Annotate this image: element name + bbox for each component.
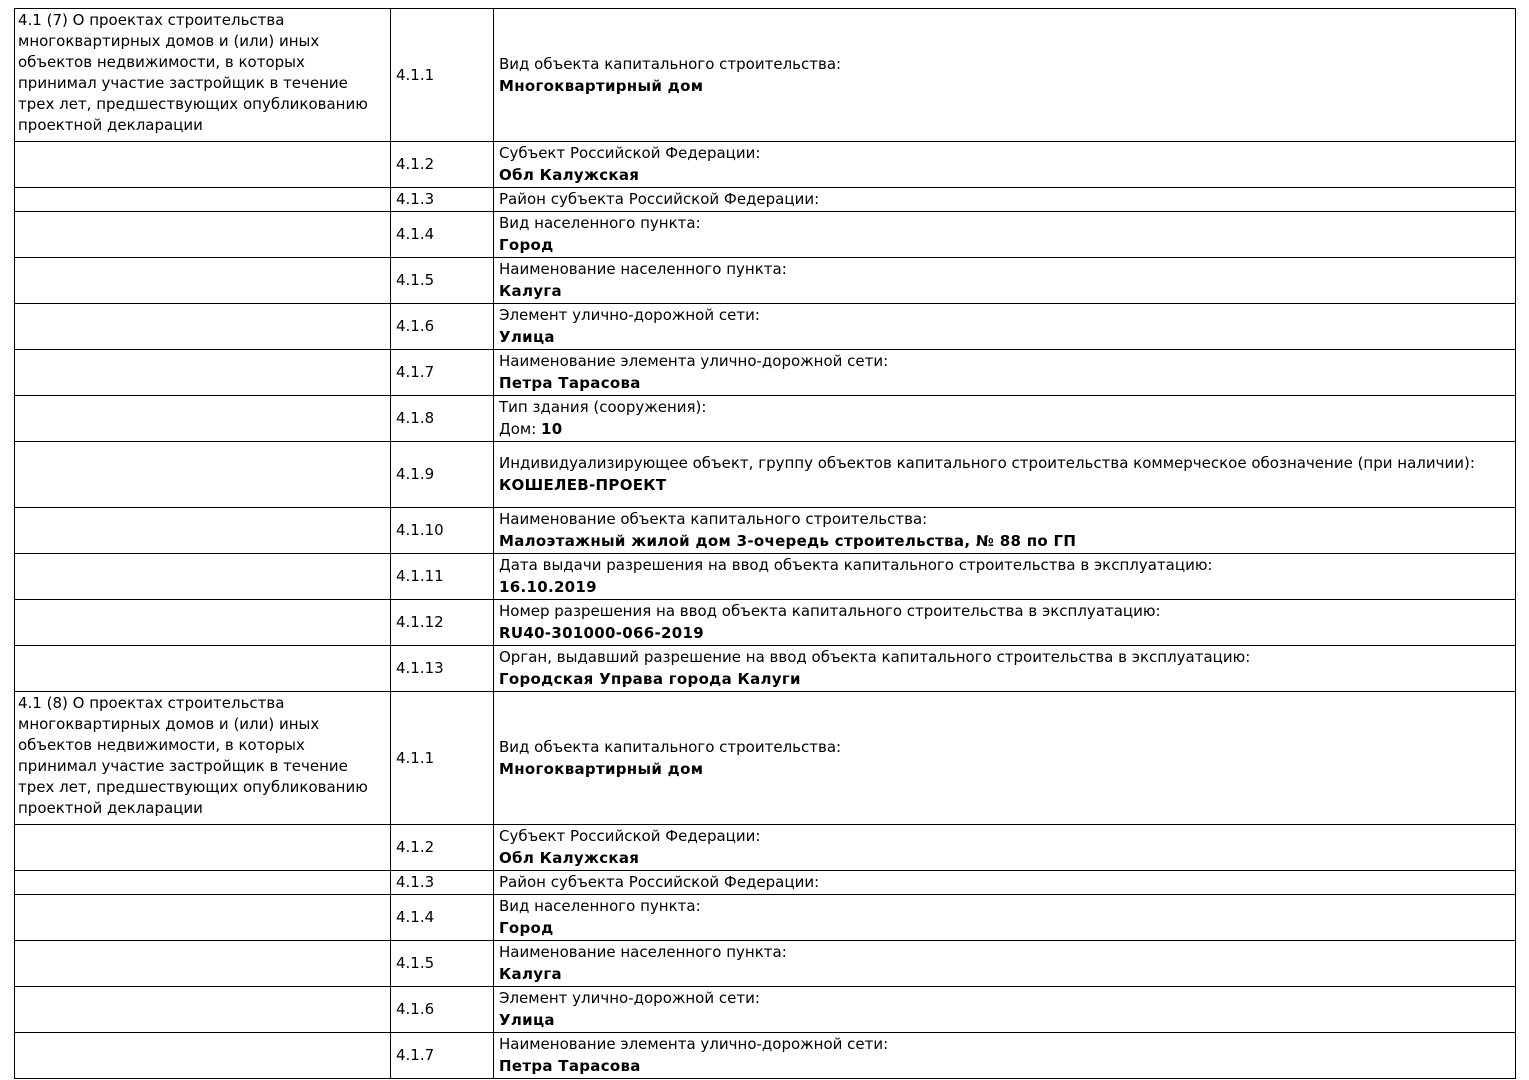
item-number: 4.1.3	[391, 188, 494, 212]
section-description-empty	[15, 258, 391, 304]
item-content	[494, 895, 1516, 941]
item-content	[494, 188, 1516, 212]
item-content	[494, 212, 1516, 258]
section-description-empty	[15, 350, 391, 396]
item-content	[494, 9, 1516, 142]
item-content	[494, 304, 1516, 350]
table-row	[15, 600, 1516, 646]
item-content	[494, 442, 1516, 508]
section-description-empty	[15, 941, 391, 987]
field-value: Городская Управа города Калуги	[499, 670, 801, 688]
item-content	[494, 142, 1516, 188]
field-value: 10	[541, 420, 563, 438]
field-label: Орган, выдавший разрешение на ввод объекта капитального строительства в эксплуатацию:	[499, 648, 1251, 666]
section-description-empty	[15, 212, 391, 258]
section-description-empty	[15, 442, 391, 508]
item-content	[494, 941, 1516, 987]
field-value: Обл Калужская	[499, 166, 640, 184]
section-description-empty	[15, 987, 391, 1033]
table-row	[15, 442, 1516, 508]
field-label: Тип здания (сооружения):	[499, 398, 707, 416]
field-label: Район субъекта Российской Федерации:	[499, 873, 820, 891]
field-label: Номер разрешения на ввод объекта капитального строительства в эксплуатацию:	[499, 602, 1161, 620]
field-label: Вид населенного пункта:	[499, 214, 701, 232]
item-number: 4.1.10	[391, 508, 494, 554]
section-description-empty	[15, 188, 391, 212]
field-label: Наименование элемента улично-дорожной сети:	[499, 1035, 889, 1053]
table-row	[15, 212, 1516, 258]
field-value: 16.10.2019	[499, 578, 597, 596]
table-row	[15, 895, 1516, 941]
item-number: 4.1.12	[391, 600, 494, 646]
field-label: Субъект Российской Федерации:	[499, 827, 761, 845]
project-declaration-table	[14, 8, 1516, 1079]
item-number: 4.1.2	[391, 825, 494, 871]
field-value: Калуга	[499, 965, 562, 983]
item-content	[494, 396, 1516, 442]
item-number: 4.1.1	[391, 692, 494, 825]
field-value: Малоэтажный жилой дом 3-очередь строительства, № 88 по ГП	[499, 532, 1077, 550]
field-value: Город	[499, 236, 554, 254]
field-label: Субъект Российской Федерации:	[499, 144, 761, 162]
field-label: Наименование населенного пункта:	[499, 260, 787, 278]
table-row	[15, 871, 1516, 895]
section-description-empty	[15, 142, 391, 188]
table-row	[15, 825, 1516, 871]
section-description-empty	[15, 554, 391, 600]
section-description-empty	[15, 1033, 391, 1079]
item-number: 4.1.1	[391, 9, 494, 142]
field-label: Район субъекта Российской Федерации:	[499, 190, 820, 208]
field-value: КОШЕЛЕВ-ПРОЕКТ	[499, 476, 667, 494]
item-number: 4.1.11	[391, 554, 494, 600]
item-content	[494, 1033, 1516, 1079]
table-row	[15, 692, 1516, 825]
item-content	[494, 987, 1516, 1033]
item-content	[494, 508, 1516, 554]
section-description-empty	[15, 646, 391, 692]
item-number: 4.1.8	[391, 396, 494, 442]
field-label: Вид населенного пункта:	[499, 897, 701, 915]
item-number: 4.1.7	[391, 1033, 494, 1079]
section-description-empty	[15, 871, 391, 895]
table-row	[15, 1033, 1516, 1079]
item-content	[494, 692, 1516, 825]
item-number: 4.1.2	[391, 142, 494, 188]
field-value: Петра Тарасова	[499, 1057, 641, 1075]
field-value-line	[499, 418, 1510, 440]
section-description-empty	[15, 508, 391, 554]
item-number: 4.1.3	[391, 871, 494, 895]
section-description: 4.1 (7) О проектах строительства многоквартирных домов и (или) иных объектов недвижимости, в которых принимал участие застройщик в течение трех лет, предшествующих опубликованию проектной декларации	[15, 9, 391, 142]
item-number: 4.1.4	[391, 212, 494, 258]
field-value: Калуга	[499, 282, 562, 300]
item-number: 4.1.7	[391, 350, 494, 396]
field-label: Индивидуализирующее объект, группу объектов капитального строительства коммерческое обозначение (при наличии):	[499, 454, 1475, 472]
item-number: 4.1.4	[391, 895, 494, 941]
table-row	[15, 9, 1516, 142]
table-row	[15, 258, 1516, 304]
field-value: Петра Тарасова	[499, 374, 641, 392]
field-label: Вид объекта капитального строительства:	[499, 54, 842, 73]
item-content	[494, 600, 1516, 646]
field-label: Элемент улично-дорожной сети:	[499, 989, 760, 1007]
item-number: 4.1.6	[391, 987, 494, 1033]
field-value: Многоквартирный дом	[499, 76, 704, 95]
field-value-prefix: Дом:	[499, 420, 542, 438]
table-row	[15, 188, 1516, 212]
item-content	[494, 646, 1516, 692]
item-number: 4.1.6	[391, 304, 494, 350]
field-label: Наименование населенного пункта:	[499, 943, 787, 961]
field-label: Элемент улично-дорожной сети:	[499, 306, 760, 324]
section-description-empty	[15, 396, 391, 442]
item-content	[494, 554, 1516, 600]
table-row	[15, 350, 1516, 396]
item-content	[494, 350, 1516, 396]
section-description-empty	[15, 600, 391, 646]
item-number: 4.1.9	[391, 442, 494, 508]
item-content	[494, 825, 1516, 871]
table-row	[15, 941, 1516, 987]
section-description-empty	[15, 825, 391, 871]
item-number: 4.1.13	[391, 646, 494, 692]
table-row	[15, 508, 1516, 554]
section-description-empty	[15, 304, 391, 350]
field-label: Дата выдачи разрешения на ввод объекта капитального строительства в эксплуатацию:	[499, 556, 1213, 574]
field-value: Улица	[499, 1011, 555, 1029]
field-value: Город	[499, 919, 554, 937]
item-content	[494, 871, 1516, 895]
field-value: Улица	[499, 328, 555, 346]
field-value: Обл Калужская	[499, 849, 640, 867]
field-label: Вид объекта капитального строительства:	[499, 737, 842, 756]
field-label: Наименование объекта капитального строительства:	[499, 510, 928, 528]
item-content	[494, 258, 1516, 304]
item-number: 4.1.5	[391, 941, 494, 987]
section-description-empty	[15, 895, 391, 941]
section-description: 4.1 (8) О проектах строительства многоквартирных домов и (или) иных объектов недвижимости, в которых принимал участие застройщик в течение трех лет, предшествующих опубликованию проектной декларации	[15, 692, 391, 825]
table-row	[15, 554, 1516, 600]
table-row	[15, 142, 1516, 188]
table-row	[15, 646, 1516, 692]
field-label: Наименование элемента улично-дорожной сети:	[499, 352, 889, 370]
table-row	[15, 987, 1516, 1033]
field-value: RU40-301000-066-2019	[499, 624, 704, 642]
item-number: 4.1.5	[391, 258, 494, 304]
field-value: Многоквартирный дом	[499, 759, 704, 778]
table-row	[15, 396, 1516, 442]
table-row	[15, 304, 1516, 350]
